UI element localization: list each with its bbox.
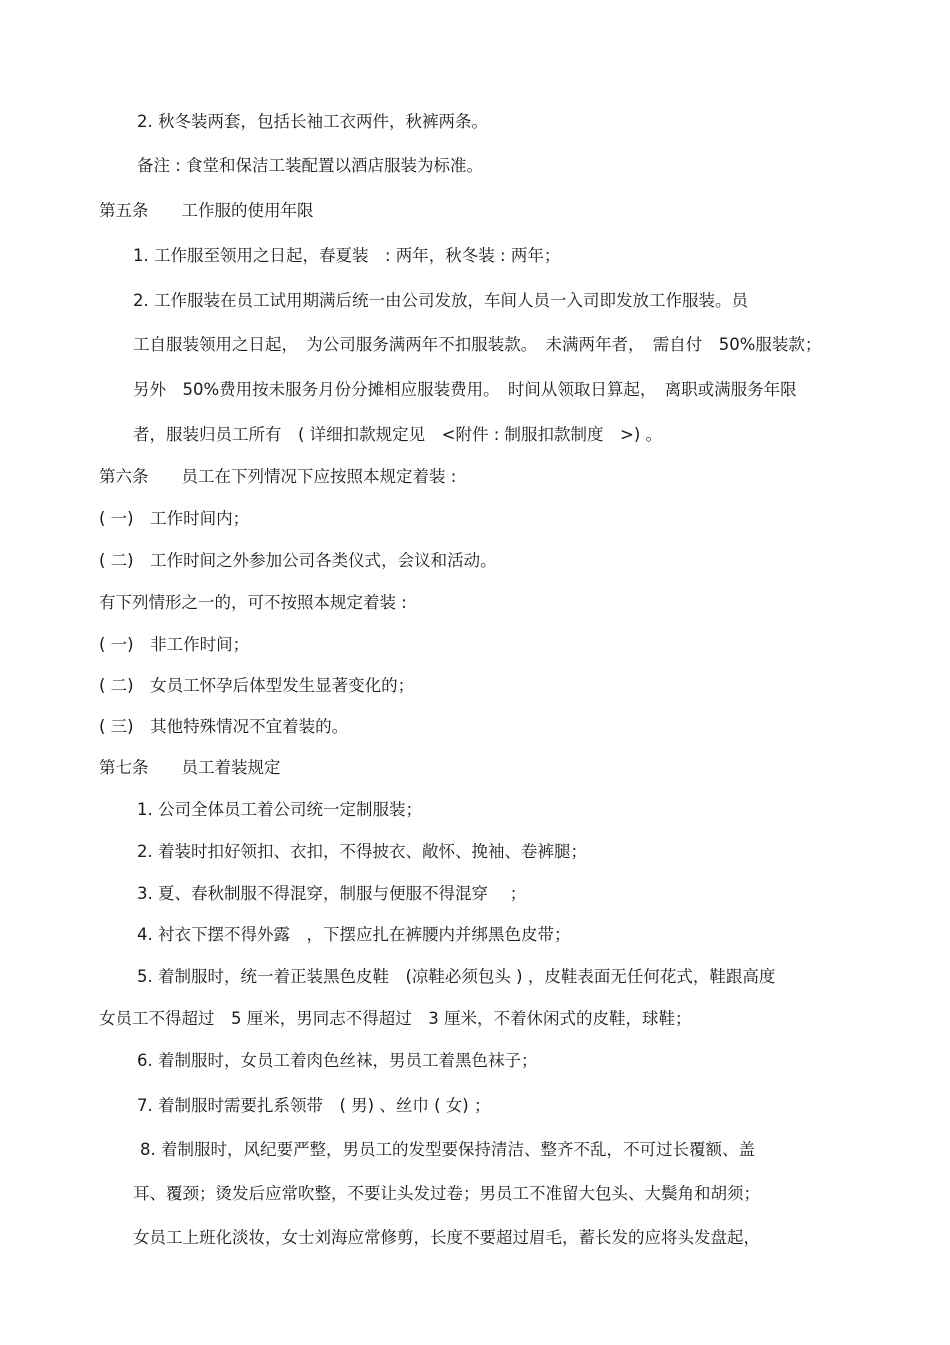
- text-line: 耳、覆颈；烫发后应常吹整，不要让头发过卷；男员工不准留大包头、大鬓角和胡须；: [133, 1184, 760, 1203]
- text-line: 1. 工作服至领用之日起，春夏装 : 两年，秋冬装 : 两年；: [133, 246, 561, 265]
- text-line: 3. 夏、春秋制服不得混穿，制服与便服不得混穿 ；: [137, 884, 527, 903]
- text-line: 2. 工作服装在员工试用期满后统一由公司发放，车间人员一入司即发放工作服装。员: [133, 291, 748, 310]
- text-line: 女员工不得超过 5 厘米，男同志不得超过 3 厘米，不着休闲式的皮鞋，球鞋；: [99, 1009, 692, 1028]
- text-line: ( 三) 其他特殊情况不宜着装的。: [99, 717, 349, 736]
- text-line: 6. 着制服时，女员工着肉色丝袜，男员工着黑色袜子；: [137, 1051, 538, 1070]
- text-line: ( 二) 女员工怀孕后体型发生显著变化的；: [99, 676, 415, 695]
- text-line: 有下列情形之一的，可不按照本规定着装 :: [99, 593, 407, 612]
- text-line: 备注 : 食堂和保洁工装配置以酒店服装为标准。: [137, 156, 484, 175]
- text-line: 7. 着制服时需要扎系领带 ( 男) 、丝巾 ( 女) ；: [137, 1096, 491, 1115]
- section-heading: 第六条 员工在下列情况下应按照本规定着装 :: [99, 467, 457, 486]
- text-line: 工自服装领用之日起， 为公司服务满两年不扣服装款。 未满两年者， 需自付 50%服装款；: [133, 335, 822, 354]
- text-line: 4. 衬衣下摆不得外露 ，下摆应扎在裤腰内并绑黑色皮带；: [137, 925, 571, 944]
- text-line: 女员工上班化淡妆，女士刘海应常修剪，长度不要超过眉毛，蓄长发的应将头发盘起，: [133, 1228, 760, 1247]
- text-line: ( 一) 工作时间内；: [99, 509, 250, 528]
- text-line: 2. 着装时扣好领扣、衣扣，不得披衣、敞怀、挽袖、卷裤腿；: [137, 842, 587, 861]
- text-line: 者，服装归员工所有 ( 详细扣款规定见 <附件 : 制服扣款制度 >) 。: [133, 425, 663, 444]
- text-line: ( 二) 工作时间之外参加公司各类仪式，会议和活动。: [99, 551, 497, 570]
- text-line: ( 一) 非工作时间；: [99, 635, 250, 654]
- text-line: 5. 着制服时，统一着正装黑色皮鞋 (凉鞋必须包头 ) ，皮鞋表面无任何花式，鞋跟高度: [137, 967, 776, 986]
- section-heading: 第七条 员工着装规定: [99, 758, 281, 777]
- text-line: 另外 50%费用按未服务月份分摊相应服装费用。 时间从领取日算起， 离职或满服务年限: [133, 380, 797, 399]
- text-line: 8. 着制服时，风纪要严整，男员工的发型要保持清洁、整齐不乱，不可过长覆额、盖: [140, 1140, 755, 1159]
- text-line: 1. 公司全体员工着公司统一定制服装；: [137, 800, 422, 819]
- text-line: 2. 秋冬装两套，包括长袖工衣两件，秋裤两条。: [137, 112, 488, 131]
- section-heading: 第五条 工作服的使用年限: [99, 201, 314, 220]
